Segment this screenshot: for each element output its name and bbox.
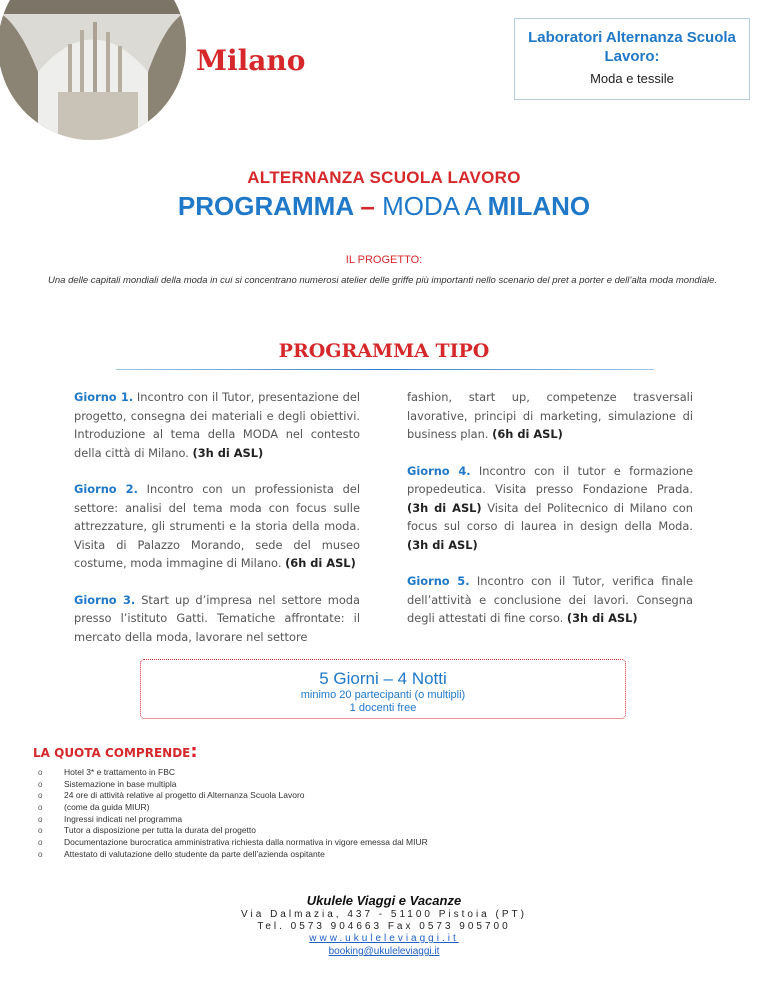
list-item-text: Sistemazione in base multipla (64, 778, 177, 789)
program-tipo-title: PROGRAMMA TIPO (278, 340, 490, 362)
day-4-hours: (3h di ASL) (407, 500, 482, 515)
day-2-text: Incontro con un professionista del settore: analisi del tema moda con focus sulle attrezzature, gli strumenti e la storia della moda. Visita di Palazzo Morando, sede del museo costume, moda immagine di Milano. (74, 482, 360, 570)
program-title (0, 191, 768, 222)
list-item (38, 779, 428, 791)
quota-list (38, 767, 428, 861)
lab-subtitle: Moda e tessile (590, 71, 674, 86)
list-item-text: 24 ore di attività relative al progetto di Alternanza Scuola Lavoro (64, 790, 305, 801)
day-3-continued (407, 388, 693, 444)
day-3-text: Start up d’impresa nel settore moda presso l’istituto Gatti. Tematiche affrontate: il mercato della moda, lavorare nel settore (74, 592, 360, 644)
list-item-text: Hotel 3* e trattamento in FBC (64, 767, 176, 777)
email-link[interactable]: booking@ukuleleviaggi.it (328, 946, 440, 957)
duration-box (140, 659, 626, 719)
quota-title-text: LA QUOTA COMPRENDE (33, 746, 191, 760)
quota-title-colon: : (190, 741, 198, 762)
section-divider (116, 369, 654, 370)
list-item-text: Ingressi indicati nel programma (64, 813, 183, 824)
program-column-left (74, 388, 360, 646)
footer (0, 893, 768, 958)
day-2 (74, 480, 360, 573)
list-item (38, 814, 428, 826)
bullet-icon: o (38, 768, 43, 777)
company-phone: Tel. 0573 904663 Fax 0573 905700 (257, 921, 511, 932)
program-title-part3: MILANO (487, 191, 591, 221)
day-1 (74, 388, 360, 462)
day-5-label: Giorno 5. (407, 574, 470, 588)
day-4-label: Giorno 4. (407, 463, 471, 478)
day-3-hours: (6h di ASL) (492, 427, 563, 441)
day-2-hours: (6h di ASL) (285, 556, 356, 570)
day-5 (407, 572, 693, 628)
quota-title (33, 741, 198, 762)
duration-participants: minimo 20 partecipanti (o multipli) (300, 689, 466, 701)
bullet-icon: o (38, 779, 43, 789)
day-3-label: Giorno 3. (74, 592, 136, 607)
day-1-text: Incontro con il Tutor, presentazione del progetto, consegna dei materiali e degli obiettivi. Introduzione al tema della MODA nel contesto della città di Milano. (74, 390, 360, 460)
website-link[interactable]: www.ukuleleviaggi.it (309, 933, 459, 944)
program-title-dash: – (353, 191, 383, 221)
project-label: IL PROGETTO: (345, 254, 423, 266)
duration-title: 5 Giorni – 4 Notti (319, 669, 447, 688)
list-item (38, 849, 428, 861)
project-description: Una delle capitali mondiali della moda in cui si concentrano numerosi atelier delle griffe più importanti nello scenario del pret a porter e dell’alta moda mondiale. (48, 275, 718, 286)
bullet-icon: o (38, 791, 43, 801)
company-address: Via Dalmazia, 437 - 51100 Pistoia (PT) (241, 909, 527, 920)
lab-info-box (514, 18, 750, 100)
day-4-text: Incontro con il tutor e formazione propedeutica. Visita presso Fondazione Prada. (407, 463, 693, 496)
asl-heading: ALTERNANZA SCUOLA LAVORO (247, 168, 521, 187)
day-5-text: Incontro con il Tutor, verifica finale dell’attività e conclusione dei lavori. Consegna degli attestati di fine corso. (407, 574, 693, 625)
day-3-continuation: fashion, start up, competenze trasversali lavorative, principi di marketing, simulazione di business plan. (407, 390, 693, 441)
list-item (38, 767, 428, 779)
list-item (38, 802, 428, 814)
day-4-text-2: Visita del Politecnico di Milano con focus sul corso di laurea in design della Moda. (407, 500, 693, 533)
list-item-text: Documentazione burocratica amministrativa richiesta dalla normativa in vigore emessa dal MIUR (64, 837, 428, 848)
bullet-icon: o (38, 814, 43, 824)
bullet-icon: o (38, 803, 43, 813)
duration-teachers: 1 docenti free (349, 702, 417, 714)
program-column-right (407, 388, 693, 628)
list-item-text: Attestato di valutazione dello studente da parte dell’azienda ospitante (64, 848, 325, 859)
bullet-icon: o (38, 838, 43, 848)
bullet-icon: o (38, 849, 43, 859)
list-item-text: (come da guida MIUR) (64, 802, 150, 813)
day-4 (407, 462, 693, 555)
day-1-hours: (3h di ASL) (192, 445, 264, 460)
milan-cathedral-photo (0, 0, 186, 140)
day-2-label: Giorno 2. (74, 482, 138, 496)
list-item (38, 837, 428, 849)
day-5-hours: (3h di ASL) (566, 611, 638, 625)
program-title-part1: PROGRAMMA (177, 191, 354, 221)
bullet-icon: o (38, 826, 43, 836)
list-item (38, 790, 428, 802)
program-title-part2: MODA A (382, 191, 488, 221)
day-1-label: Giorno 1. (74, 390, 134, 404)
company-name: Ukulele Viaggi e Vacanze (306, 893, 462, 908)
list-item (38, 825, 428, 837)
day-3 (74, 591, 360, 647)
lab-title: Laboratori Alternanza Scuola Lavoro: (528, 29, 736, 65)
day-4-hours-2: (3h di ASL) (407, 537, 478, 552)
city-title: Milano (196, 44, 306, 77)
list-item-text: Tutor a disposizione per tutta la durata del progetto (64, 825, 256, 836)
